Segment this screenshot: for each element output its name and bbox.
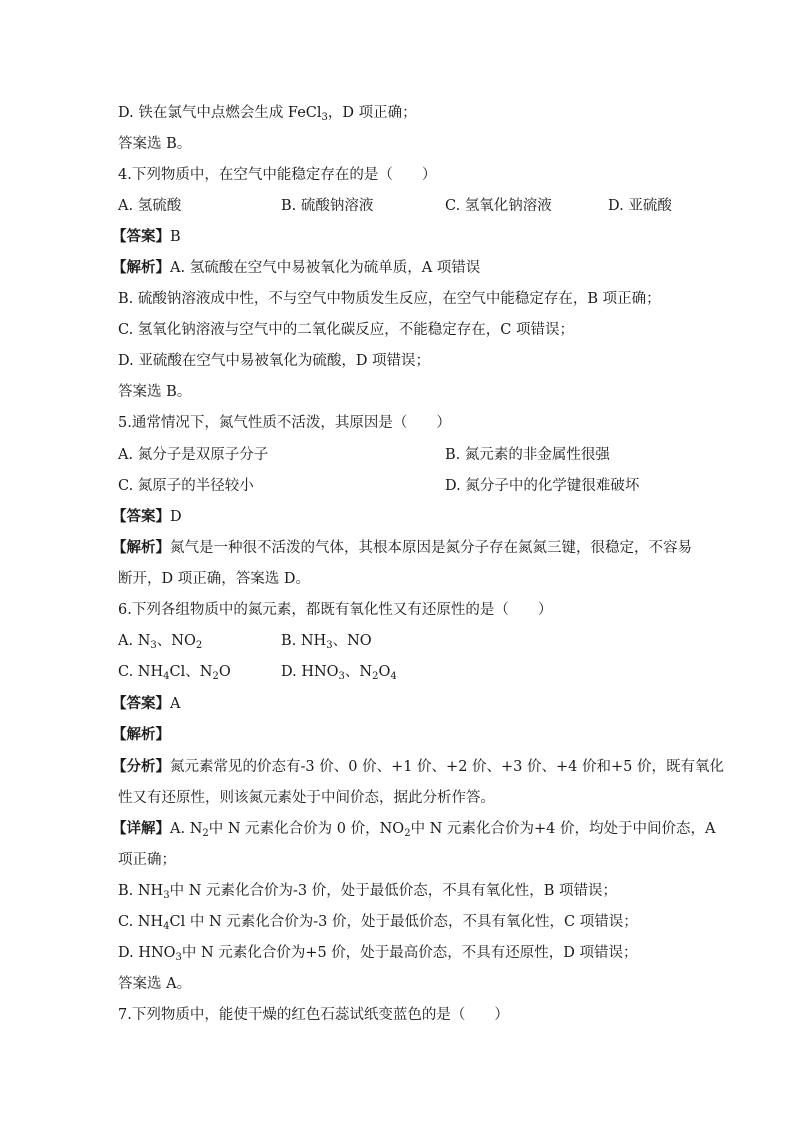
q6-option-c: [118, 662, 231, 682]
text: D. 铁在氯气中点燃会生成 FeCl: [118, 105, 322, 121]
subscript: 4: [163, 921, 170, 932]
q6-option-d: [281, 662, 397, 682]
q6-option-a: [118, 631, 202, 651]
fenxi-label: 【分析】: [112, 758, 170, 775]
text: Cl 中 N 元素化合价为-3 价，处于最低价态，不具有氧化性，C 项错误；: [169, 914, 638, 930]
xiangjie-label: 【详解】: [112, 820, 170, 837]
fenxi-text: 氮元素常见的价态有-3 价、0 价、+1 价、+2 价、+3 价、+4 价和+5 价，既有氧化: [170, 759, 724, 775]
subscript: 2: [202, 828, 209, 839]
q3-answer-choice: 答案选 B。: [118, 136, 192, 152]
q4-analysis-c: C. 氢氧化钠溶液与空气中的二氧化碳反应，不能稳定存在，C 项错误；: [118, 322, 574, 338]
subscript: 3: [321, 112, 328, 123]
q5-option-d: D. 氮分子中的化学键很难破坏: [445, 478, 640, 494]
q6-xiangjie-d: [118, 943, 678, 963]
analysis-text: A. 氢硫酸在空气中易被氧化为硫单质，A 项错误: [170, 260, 481, 276]
subscript: 3: [326, 640, 333, 651]
text: 中 N 元素化合价为 0 价，NO: [208, 821, 405, 837]
q5-analysis-cont: 断开，D 项正确，答案选 D。: [118, 571, 310, 587]
q6-answer: [112, 694, 672, 714]
text: D. HNO: [118, 945, 176, 961]
subscript: 3: [163, 890, 170, 901]
subscript: 4: [163, 671, 170, 682]
q4-analysis-b: B. 硫酸钠溶液成中性，不与空气中物质发生反应，在空气中能稳定存在，B 项正确；: [118, 291, 661, 307]
answer-label: 【答案】: [112, 508, 170, 525]
text: B. NH: [118, 883, 164, 899]
q4-analysis-d: D. 亚硫酸在空气中易被氧化为硫酸，D 项错误；: [118, 353, 431, 369]
text: C. NH: [118, 914, 164, 930]
subscript: 3: [150, 640, 157, 651]
q6-option-b: [281, 631, 372, 651]
text: 中 N 元素化合价为+5 价，处于最高价态，不具有还原性，D 项错误；: [181, 945, 638, 961]
text: D. HNO: [281, 664, 339, 680]
text: O: [378, 664, 391, 680]
answer-label: 【答案】: [112, 695, 170, 712]
analysis-text: 氮气是一种很不活泼的气体，其根本原因是氮分子存在氮氮三键，很稳定，不容易: [170, 540, 692, 556]
text: 、NO: [156, 633, 196, 649]
answer-value: B: [170, 229, 181, 245]
q6-analysis-label: 【解析】: [112, 726, 170, 743]
text: ，D 项正确；: [327, 105, 417, 121]
q4-option-d: D. 亚硫酸: [608, 198, 672, 214]
q5-option-c: C. 氮原子的半径较小: [118, 478, 254, 494]
text: Cl、N: [169, 664, 213, 680]
q4-analysis: [112, 258, 672, 278]
subscript: 2: [195, 640, 203, 651]
q4-option-c: C. 氢氧化钠溶液: [445, 198, 552, 214]
answer-label: 【答案】: [112, 228, 170, 245]
q6-stem: 6.下列各组物质中的氮元素，都既有氧化性又有还原性的是（ ）: [118, 602, 553, 618]
q6-answer-choice: 答案选 A。: [118, 976, 192, 992]
q6-xiangjie-a: [112, 819, 716, 839]
q4-answer: [112, 227, 672, 247]
q6-fenxi: [112, 757, 724, 777]
text: B. NH: [281, 633, 327, 649]
q3-option-d-conclusion: [118, 103, 678, 123]
subscript: 4: [390, 671, 397, 682]
text: O: [218, 664, 231, 680]
answer-value: A: [170, 696, 181, 712]
q5-analysis: [112, 538, 692, 558]
subscript: 2: [404, 828, 411, 839]
q4-option-b: B. 硫酸钠溶液: [281, 198, 374, 214]
q5-option-a: A. 氮分子是双原子分子: [118, 447, 269, 463]
q5-option-b: B. 氮元素的非金属性很强: [445, 447, 610, 463]
q6-xiangjie-b: [118, 881, 678, 901]
q6-xiangjie-a-cont: 项正确；: [118, 852, 176, 868]
q5-stem: 5.通常情况下，氮气性质不活泼，其原因是（ ）: [118, 415, 451, 431]
text: 、NO: [332, 633, 372, 649]
text: 、N: [344, 664, 373, 680]
text: C. NH: [118, 664, 164, 680]
q4-option-a: A. 氢硫酸: [118, 198, 182, 214]
text: 中 N 元素化合价为+4 价，均处于中间价态，A: [410, 821, 716, 837]
subscript: 2: [372, 671, 379, 682]
q6-xiangjie-c: [118, 912, 678, 932]
q6-fenxi-cont: 性又有还原性，则该氮元素处于中间价态，据此分析作答。: [118, 790, 495, 806]
q4-stem: 4.下列物质中，在空气中能稳定存在的是（ ）: [118, 167, 437, 183]
text: A. N: [118, 633, 151, 649]
q4-answer-choice: 答案选 B。: [118, 384, 192, 400]
subscript: 3: [338, 671, 345, 682]
text: A. N: [170, 821, 203, 837]
subscript: 3: [175, 952, 182, 963]
analysis-label: 【解析】: [112, 539, 170, 556]
subscript: 2: [212, 671, 219, 682]
text: 中 N 元素化合价为-3 价，处于最低价态，不具有氧化性，B 项错误；: [169, 883, 617, 899]
q7-stem: 7.下列物质中，能使干燥的红色石蕊试纸变蓝色的是（ ）: [118, 1007, 509, 1023]
answer-value: D: [170, 509, 182, 525]
analysis-label: 【解析】: [112, 259, 170, 276]
q5-answer: [112, 507, 672, 527]
